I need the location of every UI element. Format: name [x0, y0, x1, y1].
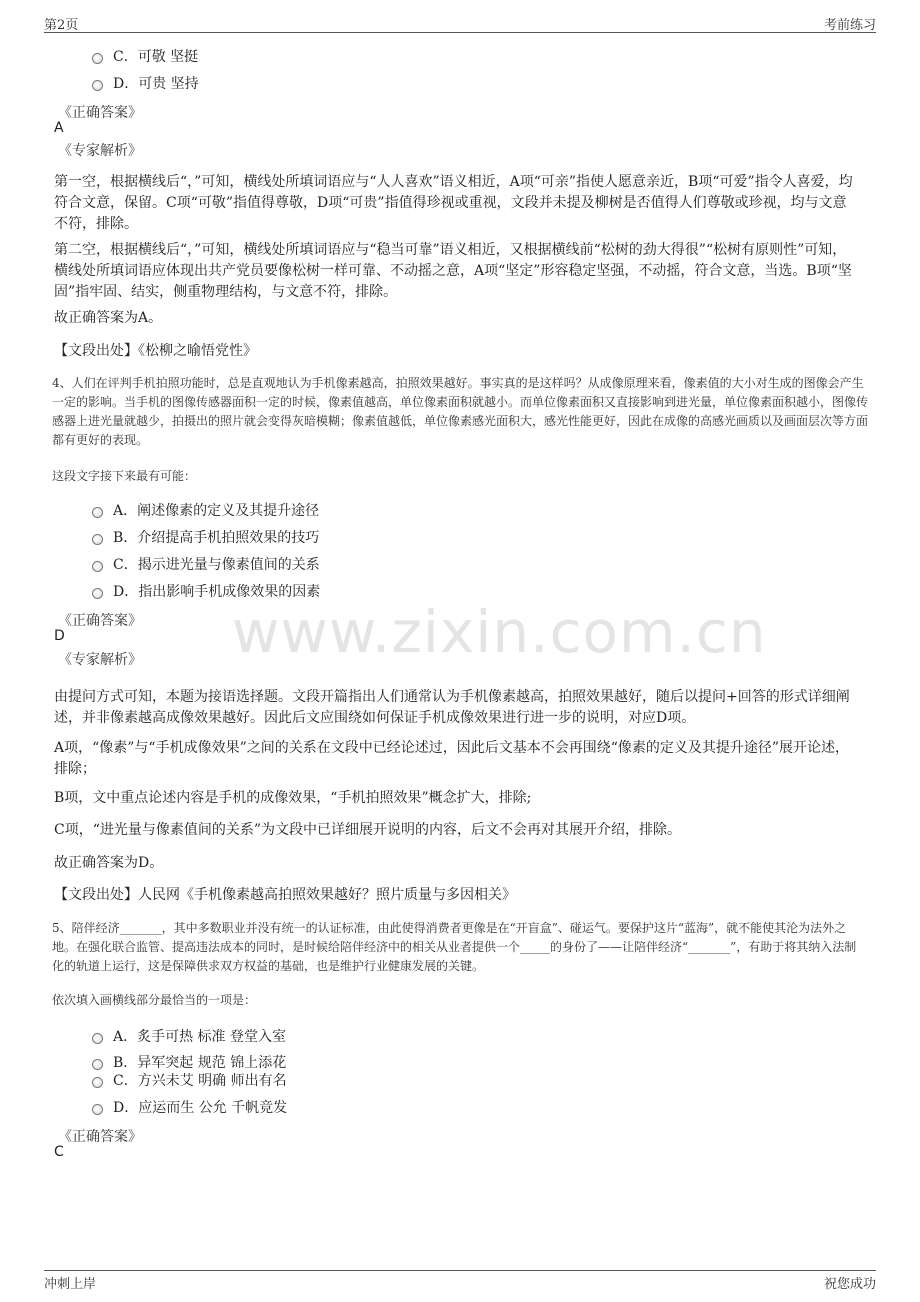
page-footer	[44, 1270, 876, 1291]
q5-stem: 5、陪伴经济_______，其中多数职业并没有统一的认证标准，由此使得消费者更像是在“开盲盒”、碰运气。要保护这片“蓝海”，就不能使其沦为法外之地。在强化联合监管、提高违法成本的同时，是时候给陪伴经济中的相关从业者提供一个_____的身份了——让陪伴经济“_______”，有助于将其纳入法制化的轨道上运行，这是保障供求双方权益的基础，也是维护行业健康发展的关键。	[52, 921, 857, 973]
option-text: D．可贵 坚持	[113, 76, 199, 92]
q4-stem: 4、人们在评判手机拍照功能时，总是直观地认为手机像素越高，拍照效果越好。事实真的是这样吗？从成像原理来看，像素值的大小对生成的图像会产生一定的影响。当手机的图像传感器面积一定的时候，像素值越高，单位像素面积就越小。而单位像素面积又直接影响到进光量，单位像素面积越小，图像传感器上进光量就越少，拍摄出的照片就会变得灰暗模糊；像素值越低，单位像素感光面积大，感光性能更好，因此在成像的高感光画质以及画面层次等方面都有更好的表现。	[52, 376, 869, 447]
radio-icon[interactable]	[92, 1033, 103, 1044]
radio-icon[interactable]	[92, 80, 103, 91]
q5-option-a[interactable]	[92, 1026, 286, 1046]
q3-option-c[interactable]	[92, 46, 198, 66]
q4-option-c[interactable]	[92, 554, 320, 574]
q3-analysis-label: 《专家解析》	[58, 143, 142, 159]
q4-analysis-paragraph: 由提问方式可知，本题为接语选择题。文段开篇指出人们通常认为手机像素越高，拍照效果越好，随后以提问+回答的形式详细阐述，并非像素越高成像效果越好。因此后文应围绕如何保证手机成像效果进行进一步的说明，对应D项。	[54, 689, 850, 726]
q4-analysis-paragraph: A项，“像素”与“手机成像效果”之间的关系在文段中已经论述过，因此后文基本不会再围绕“像素的定义及其提升途径”展开论述，排除；	[54, 740, 850, 777]
watermark: www.zixin.com.cn	[232, 598, 767, 666]
option-text: C．方兴未艾 明确 师出有名	[113, 1073, 287, 1089]
q3-option-d[interactable]	[92, 73, 199, 93]
radio-icon[interactable]	[92, 507, 103, 518]
q5-option-b[interactable]	[92, 1052, 286, 1072]
page-number: 第2页	[44, 18, 79, 33]
option-text: B．异军突起 规范 锦上添花	[113, 1055, 287, 1071]
option-text: D．指出影响手机成像效果的因素	[113, 584, 321, 600]
q5-option-d[interactable]	[92, 1097, 287, 1117]
q5-answer-label: 《正确答案》	[58, 1129, 142, 1145]
q4-analysis-paragraph: C项，“进光量与像素值间的关系”为文段中已详细展开说明的内容，后文不会再对其展开介绍，排除。	[54, 822, 682, 838]
q3-conclusion: 故正确答案为A。	[54, 310, 163, 326]
q3-answer-label: 《正确答案》	[58, 105, 142, 121]
q5-question: 依次填入画横线部分最恰当的一项是：	[52, 993, 257, 1007]
footer-right-text: 祝您成功	[823, 1277, 876, 1292]
option-text: C．揭示进光量与像素值间的关系	[113, 557, 320, 573]
q3-analysis-paragraph: 第一空，根据横线后“，”可知，横线处所填词语应与“人人喜欢”语义相近，A项“可亲”指使人愿意亲近，B项“可爱”指令人喜爱，均符合文意，保留。C项“可敬”指值得尊敬，D项“可贵”指值得珍视或重视，文段并未提及柳树是否值得人们尊敬或珍视，均与文意不符，排除。	[54, 174, 853, 232]
radio-icon[interactable]	[92, 53, 103, 64]
q4-question: 这段文字接下来最有可能：	[52, 469, 197, 483]
q4-conclusion: 故正确答案为D。	[54, 855, 164, 871]
footer-left-text: 冲刺上岸	[44, 1277, 97, 1292]
option-text: D．应运而生 公允 千帆竞发	[113, 1100, 288, 1116]
q4-option-d[interactable]	[92, 581, 320, 601]
radio-icon[interactable]	[92, 534, 103, 545]
q4-analysis-paragraph: B项，文中重点论述内容是手机的成像效果，“手机拍照效果”概念扩大，排除;	[54, 790, 532, 806]
option-text: A．阐述像素的定义及其提升途径	[113, 503, 320, 519]
q3-answer: A	[54, 120, 64, 136]
q5-answer: C	[54, 1144, 64, 1160]
option-text: B．介绍提高手机拍照效果的技巧	[113, 530, 320, 546]
q4-option-b[interactable]	[92, 527, 319, 547]
radio-icon[interactable]	[92, 1077, 103, 1088]
q4-analysis-label: 《专家解析》	[58, 652, 142, 668]
option-text: A．炙手可热 标准 登堂入室	[113, 1029, 287, 1045]
q4-answer: D	[54, 628, 65, 644]
q4-answer-label: 《正确答案》	[58, 613, 142, 629]
radio-icon[interactable]	[92, 588, 103, 599]
q4-option-a[interactable]	[92, 500, 319, 520]
q4-source: 【文段出处】人民网《手机像素越高拍照效果越好？照片质量与多因相关》	[54, 887, 516, 903]
q3-analysis-paragraph: 第二空，根据横线后“，”可知，横线处所填词语应与“稳当可靠”语义相近，又根据横线前“松树的劲大得很”“松树有原则性”可知，横线处所填词语应体现出共产党员要像松树一样可靠、不动摇之意，A项“坚定”形容稳定坚强，不动摇，符合文意，当选。B项“坚固”指牢固、结实，侧重物理结构，与文意不符，排除。	[54, 242, 852, 300]
radio-icon[interactable]	[92, 1104, 103, 1115]
page-header	[44, 14, 876, 33]
radio-icon[interactable]	[92, 1059, 103, 1070]
radio-icon[interactable]	[92, 561, 103, 572]
q3-source: 【文段出处】《松柳之喻悟党性》	[54, 343, 257, 359]
option-text: C．可敬 坚挺	[113, 49, 199, 65]
q5-option-c[interactable]	[92, 1070, 287, 1090]
header-title: 考前练习	[823, 18, 876, 33]
